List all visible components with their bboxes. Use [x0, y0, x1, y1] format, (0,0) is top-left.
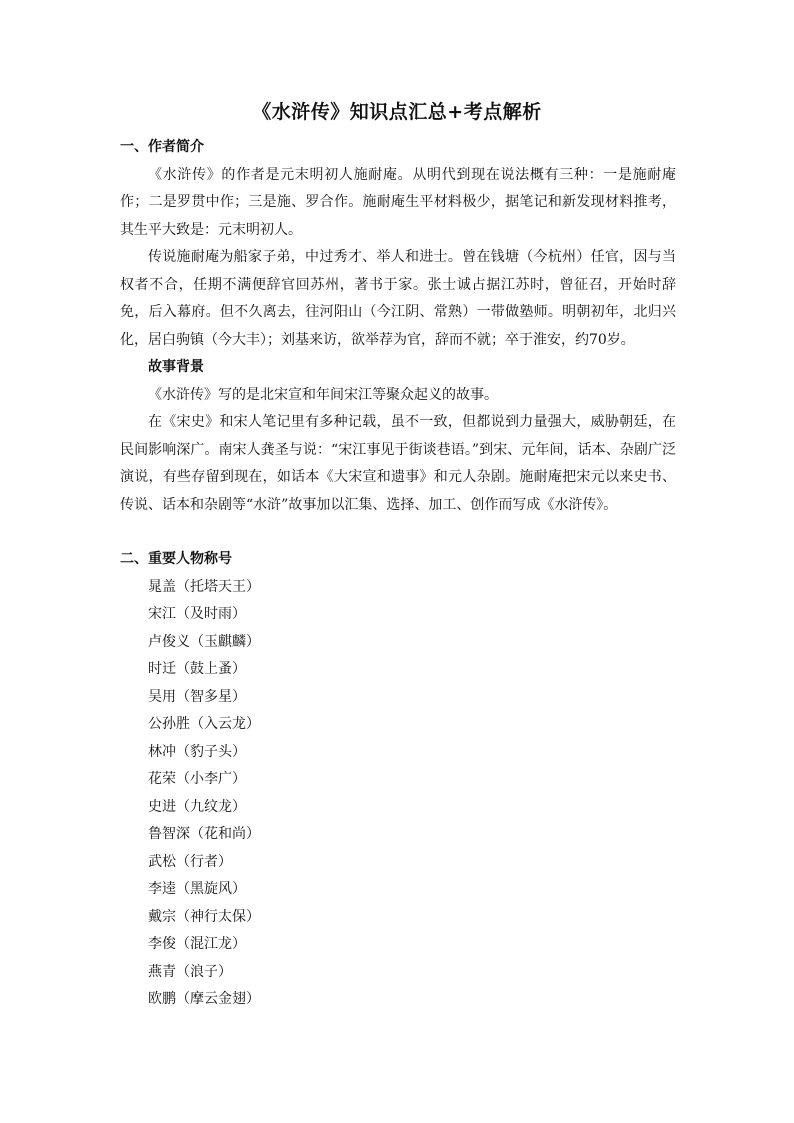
list-item: 戴宗（神行太保）: [148, 908, 260, 925]
list-item: 李俊（混江龙）: [148, 936, 246, 952]
character-list: [120, 574, 676, 1014]
list-item: 史进（九纹龙）: [148, 798, 246, 815]
list-item: 宋江（及时雨）: [148, 606, 246, 622]
author-paragraph-1: 《水浒传》的作者是元末明初人施耐庵。从明代到现在说法概有三种：一是施耐庵作；二是罗贯中作；三是施、罗合作。施耐庵生平材料极少，据笔记和新发现材料推考，其生平大致是：元末明初人。: [120, 166, 676, 238]
list-item: 欧鹏（摩云金翅）: [148, 991, 260, 1007]
list-item: 晁盖（托塔天王）: [148, 578, 260, 595]
section-spacer: [120, 519, 676, 546]
list-item: 吴用（智多星）: [148, 688, 246, 705]
list-item: 公孙胜（入云龙）: [148, 716, 260, 732]
list-item: 卢俊义（玉麒麟）: [148, 633, 260, 650]
background-paragraph-2: 在《宋史》和宋人笔记里有多种记载，虽不一致，但都说到力量强大，威胁朝廷，在民间影响深广。南宋人龚圣与说：“宋江事见于街谈巷语。”到宋、元年间，话本、杂剧广泛演说，有些存留到现在，如话本《大宋宣和遗事》和元人杂剧。施耐庵把宋元以来史书、传说、话本和杂剧等“水浒”故事加以汇集、选择、加工、创作而写成《水浒传》。: [120, 414, 676, 513]
section-heading-author: 一、作者简介: [120, 139, 204, 155]
list-item: 花荣（小李广）: [148, 771, 246, 787]
list-item: 李逵（黑旋风）: [148, 881, 246, 897]
background-paragraph-1: 《水浒传》写的是北宋宣和年间宋江等聚众起义的故事。: [148, 386, 498, 403]
list-item: 林冲（豹子头）: [148, 743, 246, 760]
document-body: [120, 134, 676, 1014]
section-heading-characters: 二、重要人物称号: [120, 551, 232, 567]
author-paragraph-2: 传说施耐庵为船家子弟，中过秀才、举人和进士。曾在钱塘（今杭州）任官，因与当权者不合，任期不满便辞官回苏州，著书于家。张士诚占据江苏时，曾征召，开始时辞免，后入幕府。但不久离去，往河阳山（今江阴、常熟）一带做塾师。明朝初年，北归兴化，居白驹镇（今大丰）；刘基来访，欲举荐为官，辞而不就；卒于淮安，约70岁。: [120, 249, 676, 348]
list-item: 燕青（浪子）: [148, 963, 232, 980]
list-item: 鲁智深（花和尚）: [148, 826, 260, 842]
subheading-story-background: 故事背景: [148, 359, 204, 375]
document-title: 《水浒传》知识点汇总+考点解析: [252, 101, 542, 123]
list-item: 武松（行者）: [148, 853, 232, 870]
list-item: 时迁（鼓上蚤）: [148, 661, 246, 677]
